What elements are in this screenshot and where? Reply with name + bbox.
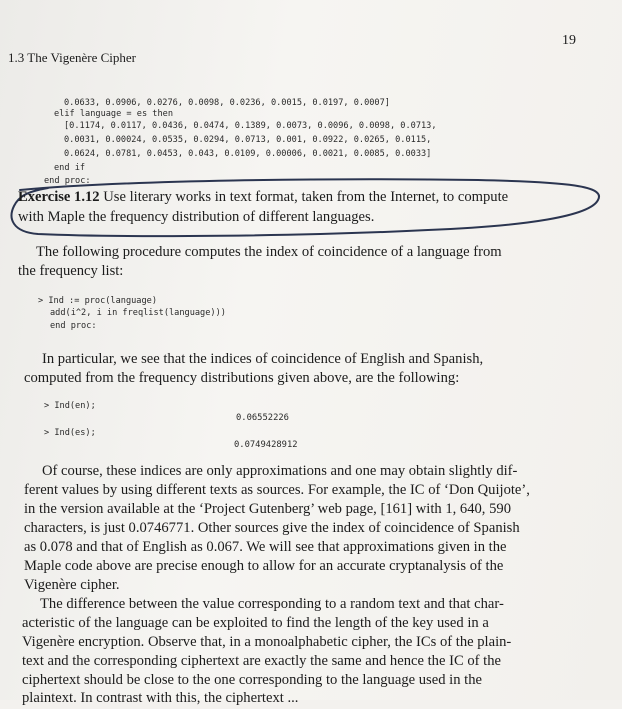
paragraph-line: Vigenère encryption. Observe that, in a monoalphabetic cipher, the ICs of the plain- (22, 634, 512, 650)
paragraph-line: The difference between the value corresponding to a random text and that char- (40, 596, 504, 612)
code-line: 0.0624, 0.0781, 0.0453, 0.043, 0.0109, 0.00006, 0.0021, 0.0085, 0.0033] (64, 149, 432, 159)
paragraph-line: computed from the frequency distributions given above, are the following: (24, 370, 460, 386)
code-line: add(i^2, i in freqlist(language))) (50, 308, 226, 318)
exercise-text-line2: with Maple the frequency distribution of different languages. (18, 209, 375, 225)
paragraph-line: Vigenère cipher. (24, 577, 120, 593)
code-line: end if (54, 163, 86, 173)
page-number: 19 (562, 33, 576, 48)
code-line: end proc: (44, 176, 91, 186)
paragraph-line: the frequency list: (18, 263, 124, 279)
code-line: end proc: (50, 321, 97, 331)
paragraph-line: Of course, these indices are only approximations and one may obtain slightly dif- (42, 463, 518, 479)
paragraph-line: in the version available at the ‘Project Gutenberg’ web page, [161] with 1, 640, 590 (24, 501, 511, 517)
code-line: 0.0633, 0.0906, 0.0276, 0.0098, 0.0236, 0.0015, 0.0197, 0.0007] (64, 98, 390, 108)
maple-result: 0.06552226 (236, 413, 289, 423)
paragraph-line: characters, is just 0.0746771. Other sources give the index of coincidence of Spanish (24, 520, 520, 536)
exercise-label: Exercise 1.12 (18, 189, 100, 205)
paragraph-line: as 0.078 and that of English as 0.067. We will see that approximations given in the (24, 539, 507, 555)
code-line: 0.0031, 0.00024, 0.0535, 0.0294, 0.0713, 0.001, 0.0922, 0.0265, 0.0115, (64, 135, 432, 145)
paragraph-line: text and the corresponding ciphertext are exactly the same and hence the IC of the (22, 653, 501, 669)
paragraph-line: ferent values by using different texts as sources. For example, the IC of ‘Don Quijote’, (24, 482, 530, 498)
paragraph-line: acteristic of the language can be exploited to find the length of the key used in a (22, 615, 489, 631)
exercise-text-line1: Use literary works in text format, taken from the Internet, to compute (103, 189, 509, 205)
section-title: 1.3 The Vigenère Cipher (8, 50, 136, 65)
maple-result: 0.0749428912 (234, 440, 298, 450)
code-line: [0.1174, 0.0117, 0.0436, 0.0474, 0.1389, 0.0073, 0.0096, 0.0098, 0.0713, (64, 121, 437, 131)
paragraph-line: In particular, we see that the indices of coincidence of English and Spanish, (42, 351, 484, 367)
paragraph-line: Maple code above are precise enough to allow for an accurate cryptanalysis of the (24, 558, 504, 574)
paragraph-line: The following procedure computes the index of coincidence of a language from (36, 244, 502, 260)
code-line: > Ind := proc(language) (38, 296, 157, 306)
paragraph-line: ciphertext should be close to the one corresponding to the language used in the (22, 672, 482, 688)
code-line: elif language = es then (54, 109, 173, 119)
maple-command: > Ind(en); (44, 401, 96, 411)
maple-command: > Ind(es); (44, 428, 96, 438)
paragraph-line-cutoff: plaintext. In contrast with this, the ciphertext ... (22, 690, 299, 706)
